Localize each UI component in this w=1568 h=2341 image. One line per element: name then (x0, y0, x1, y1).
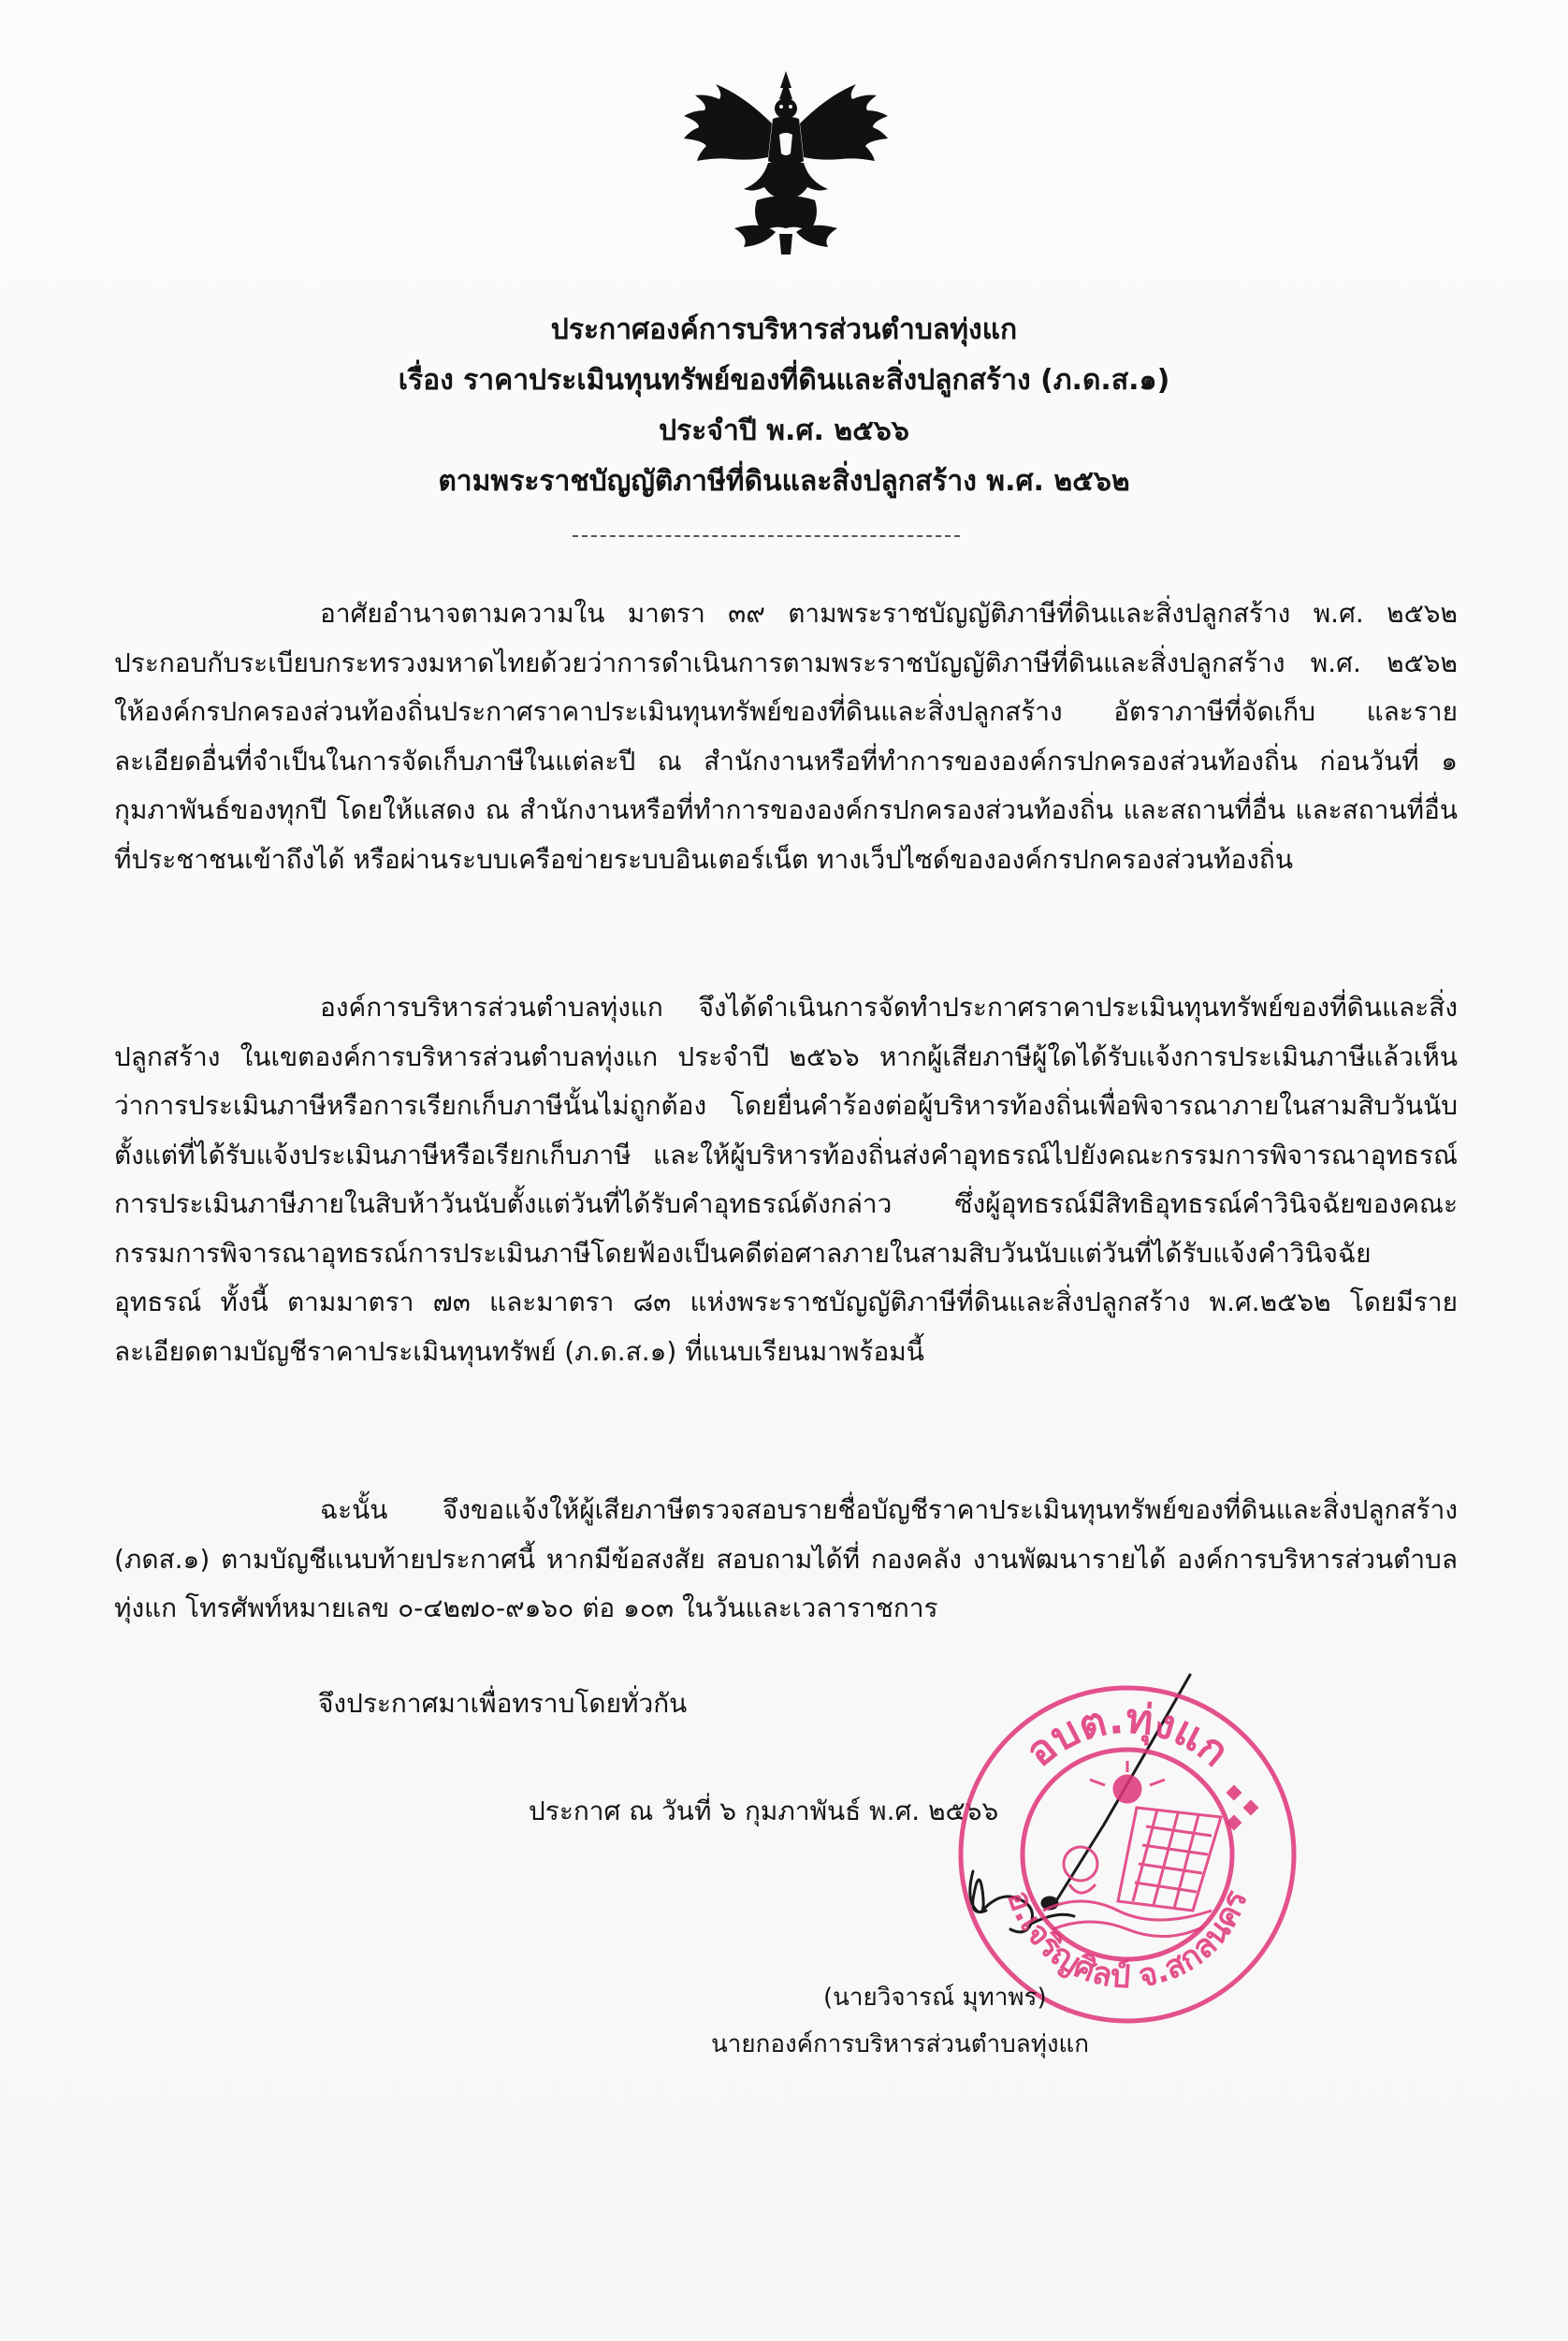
signatory-title: นายกองค์การบริหารส่วนตำบลทุ่งแก (711, 2030, 1090, 2058)
seal-top-text: อบต.ทุ่งแก (1016, 1694, 1239, 1777)
body-paragraph-3: ฉะนั้น จึงขอแจ้งให้ผู้เสียภาษีตรวจสอบรายชื่อบัญชีราคาประเมินทุนทรัพย์ของที่ดินและสิ่งปลูกสร้าง (ภดส.๑) ตามบัญชีแนบท้ายประกาศนี้ หากมีข้อสงสัย สอบถามได้ที่ กองคลัง งานพัฒนารายได้ องค์การบริหารส่วนตำบลทุ่งแก โทรศัพท์หมายเลข ๐-๔๒๗๐-๙๑๖๐ ต่อ ๑๐๓ ในวันและเวลาราชการ (114, 1494, 1458, 1623)
header-line-subject: เรื่อง ราคาประเมินทุนทรัพย์ของที่ดินและสิ่งปลูกสร้าง (ภ.ด.ส.๑) (398, 364, 1170, 397)
body-paragraph-1: อาศัยอำนาจตามความใน มาตรา ๓๙ ตามพระราชบัญญัติภาษีที่ดินและสิ่งปลูกสร้าง พ.ศ. ๒๕๖๒ ประกอบกับระเบียบกระทรวงมหาดไทยด้วยว่าการดำเนินการตามพระราชบัญญัติภาษีที่ดินและสิ่งปลูกสร้าง พ.ศ. ๒๕๖๒ ให้องค์กรปกครองส่วนท้องถิ่นประกาศราคาประเมินทุนทรัพย์ของที่ดินและสิ่งปลูกสร้าง อัตราภาษีที่จัดเก็บ และรายละเอียดอื่นที่จำเป็นในการจัดเก็บภาษีในแต่ละปี ณ สำนักงานหรือที่ทำการขององค์กรปกครองส่วนท้องถิ่น ก่อนวันที่ ๑ กุมภาพันธ์ของทุกปี โดยให้แสดง ณ สำนักงานหรือที่ทำการขององค์กรปกครองส่วนท้องถิ่น และสถานที่อื่น และสถานที่อื่นที่ประชาชนเข้าถึงได้ หรือผ่านระบบเครือข่ายระบบอินเตอร์เน็ต ทางเว็ปไซด์ขององค์กรปกครองส่วนท้องถิ่น (114, 598, 1458, 875)
header-line-act: ตามพระราชบัญญัติภาษีที่ดินและสิ่งปลูกสร้าง พ.ศ. ๒๕๖๒ (438, 465, 1130, 498)
garuda-emblem-icon (678, 67, 893, 264)
header-line-year: ประจำปี พ.ศ. ๒๕๖๖ (659, 414, 909, 447)
header-line-organization: ประกาศองค์การบริหารส่วนตำบลทุ่งแก (550, 313, 1018, 346)
closing-line: จึงประกาศมาเพื่อทราบโดยทั่วกัน (318, 1688, 688, 1719)
announcement-header (112, 305, 1456, 507)
header-divider (573, 535, 960, 537)
signatory-name: (นายวิจารณ์ มุทาพร) (823, 1984, 1047, 2012)
body-paragraph-2: องค์การบริหารส่วนตำบลทุ่งแก จึงได้ดำเนินการจัดทำประกาศราคาประเมินทุนทรัพย์ของที่ดินและสิ่งปลูกสร้าง ในเขตองค์การบริหารส่วนตำบลทุ่งแก ประจำปี ๒๕๖๖ หากผู้เสียภาษีผู้ใดได้รับแจ้งการประเมินภาษีแล้วเห็นว่าการประเมินภาษีหรือการเรียกเก็บภาษีนั้นไม่ถูกต้อง โดยยื่นคำร้องต่อผู้บริหารท้องถิ่นเพื่อพิจารณาภายในสามสิบวันนับตั้งแต่ที่ได้รับแจ้งประเมินภาษีหรือเรียกเก็บภาษี และให้ผู้บริหารท้องถิ่นส่งคำอุทธรณ์ไปยังคณะกรรมการพิจารณาอุทธรณ์การประเมินภาษีภายในสิบห้าวันนับตั้งแต่วันที่ได้รับคำอุทธรณ์ดังกล่าว ซึ่งผู้อุทธรณ์มีสิทธิอุทธรณ์คำวินิจฉัยของคณะกรรมการพิจารณาอุทธรณ์การประเมินภาษีโดยฟ้องเป็นคดีต่อศาลภายในสามสิบวันนับแต่วันที่ได้รับแจ้งคำวินิจฉัยอุทธรณ์ ทั้งนี้ ตามมาตรา ๗๓ และมาตรา ๘๓ แห่งพระราชบัญญัติภาษีที่ดินและสิ่งปลูกสร้าง พ.ศ.๒๕๖๒ โดยมีรายละเอียดตามบัญชีราคาประเมินทุนทรัพย์ (ภ.ด.ส.๑) ที่แนบเรียนมาพร้อมนี้ (114, 992, 1458, 1367)
announcement-date: ประกาศ ณ วันที่ ๖ กุมภาพันธ์ พ.ศ. ๒๕๖๖ (529, 1796, 999, 1826)
seal-bottom-text: อ.เจริญศิลป์ จ.สกลนคร (999, 1885, 1256, 1997)
